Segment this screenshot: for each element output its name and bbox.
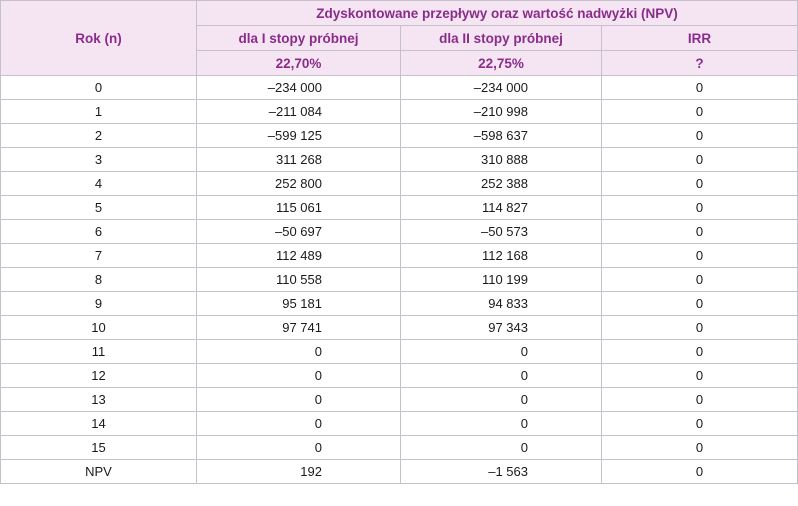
col1-value-cell: –211 084 bbox=[197, 100, 401, 124]
col3-value-cell: 0 bbox=[602, 244, 798, 268]
year-cell: 9 bbox=[1, 292, 197, 316]
table-row bbox=[1, 388, 798, 412]
col2-value-cell: 0 bbox=[401, 436, 602, 460]
col3-value-cell: 0 bbox=[602, 124, 798, 148]
col3-value-cell: 0 bbox=[602, 460, 798, 484]
col1-value-cell: –599 125 bbox=[197, 124, 401, 148]
col2-value-cell: 0 bbox=[401, 364, 602, 388]
table-body bbox=[1, 76, 798, 484]
col1-value-cell: 0 bbox=[197, 412, 401, 436]
col2-value-cell: 0 bbox=[401, 388, 602, 412]
col3-value-cell: 0 bbox=[602, 172, 798, 196]
col2-value-cell: 310 888 bbox=[401, 148, 602, 172]
table-header bbox=[1, 1, 798, 76]
col2-value-cell: –234 000 bbox=[401, 76, 602, 100]
table-row bbox=[1, 172, 798, 196]
col3-value-cell: 0 bbox=[602, 148, 798, 172]
year-cell: 10 bbox=[1, 316, 197, 340]
year-cell: 2 bbox=[1, 124, 197, 148]
col2-value-cell: –1 563 bbox=[401, 460, 602, 484]
table-row bbox=[1, 148, 798, 172]
year-cell: 11 bbox=[1, 340, 197, 364]
col2-value-cell: 0 bbox=[401, 340, 602, 364]
year-cell: 1 bbox=[1, 100, 197, 124]
col2-value-cell: 114 827 bbox=[401, 196, 602, 220]
col1-value-cell: 115 061 bbox=[197, 196, 401, 220]
year-cell: NPV bbox=[1, 460, 197, 484]
col3-value-cell: 0 bbox=[602, 340, 798, 364]
col2-rate-header: 22,75% bbox=[401, 51, 602, 76]
col3-rate-header: ? bbox=[602, 51, 798, 76]
col3-value-cell: 0 bbox=[602, 100, 798, 124]
table-row bbox=[1, 76, 798, 100]
year-cell: 13 bbox=[1, 388, 197, 412]
col2-value-cell: –598 637 bbox=[401, 124, 602, 148]
col3-value-cell: 0 bbox=[602, 388, 798, 412]
table-row bbox=[1, 124, 798, 148]
col2-value-cell: 97 343 bbox=[401, 316, 602, 340]
col3-value-cell: 0 bbox=[602, 292, 798, 316]
col3-label-header: IRR bbox=[602, 26, 798, 51]
year-column-header: Rok (n) bbox=[1, 1, 197, 76]
col3-value-cell: 0 bbox=[602, 268, 798, 292]
col1-value-cell: 0 bbox=[197, 388, 401, 412]
col2-value-cell: 112 168 bbox=[401, 244, 602, 268]
table-row bbox=[1, 244, 798, 268]
table-row bbox=[1, 196, 798, 220]
table-row bbox=[1, 220, 798, 244]
year-cell: 4 bbox=[1, 172, 197, 196]
table-row bbox=[1, 364, 798, 388]
col1-value-cell: 0 bbox=[197, 436, 401, 460]
col2-value-cell: 252 388 bbox=[401, 172, 602, 196]
col1-value-cell: 252 800 bbox=[197, 172, 401, 196]
header-row-title bbox=[1, 1, 798, 26]
col1-value-cell: –50 697 bbox=[197, 220, 401, 244]
table-row bbox=[1, 340, 798, 364]
year-cell: 14 bbox=[1, 412, 197, 436]
col2-value-cell: –50 573 bbox=[401, 220, 602, 244]
col1-value-cell: 95 181 bbox=[197, 292, 401, 316]
col3-value-cell: 0 bbox=[602, 220, 798, 244]
year-cell: 7 bbox=[1, 244, 197, 268]
table-row bbox=[1, 412, 798, 436]
col3-value-cell: 0 bbox=[602, 364, 798, 388]
table-row bbox=[1, 268, 798, 292]
col1-value-cell: 0 bbox=[197, 364, 401, 388]
col1-value-cell: 110 558 bbox=[197, 268, 401, 292]
col3-value-cell: 0 bbox=[602, 436, 798, 460]
col1-value-cell: 97 741 bbox=[197, 316, 401, 340]
table-row bbox=[1, 316, 798, 340]
col2-value-cell: 110 199 bbox=[401, 268, 602, 292]
col2-label-header: dla II stopy próbnej bbox=[401, 26, 602, 51]
year-cell: 0 bbox=[1, 76, 197, 100]
col1-value-cell: 0 bbox=[197, 340, 401, 364]
col1-value-cell: 311 268 bbox=[197, 148, 401, 172]
col3-value-cell: 0 bbox=[602, 316, 798, 340]
year-cell: 3 bbox=[1, 148, 197, 172]
year-cell: 15 bbox=[1, 436, 197, 460]
table-row bbox=[1, 436, 798, 460]
col3-value-cell: 0 bbox=[602, 76, 798, 100]
year-cell: 5 bbox=[1, 196, 197, 220]
col1-value-cell: 112 489 bbox=[197, 244, 401, 268]
table-row bbox=[1, 292, 798, 316]
col1-rate-header: 22,70% bbox=[197, 51, 401, 76]
col1-label-header: dla I stopy próbnej bbox=[197, 26, 401, 51]
year-cell: 8 bbox=[1, 268, 197, 292]
col2-value-cell: 94 833 bbox=[401, 292, 602, 316]
year-cell: 12 bbox=[1, 364, 197, 388]
table-row bbox=[1, 460, 798, 484]
col2-value-cell: –210 998 bbox=[401, 100, 602, 124]
col1-value-cell: –234 000 bbox=[197, 76, 401, 100]
table-row bbox=[1, 100, 798, 124]
year-cell: 6 bbox=[1, 220, 197, 244]
col2-value-cell: 0 bbox=[401, 412, 602, 436]
col3-value-cell: 0 bbox=[602, 196, 798, 220]
group-title-header: Zdyskontowane przepływy oraz wartość nadwyżki (NPV) bbox=[197, 1, 798, 26]
col1-value-cell: 192 bbox=[197, 460, 401, 484]
col3-value-cell: 0 bbox=[602, 412, 798, 436]
